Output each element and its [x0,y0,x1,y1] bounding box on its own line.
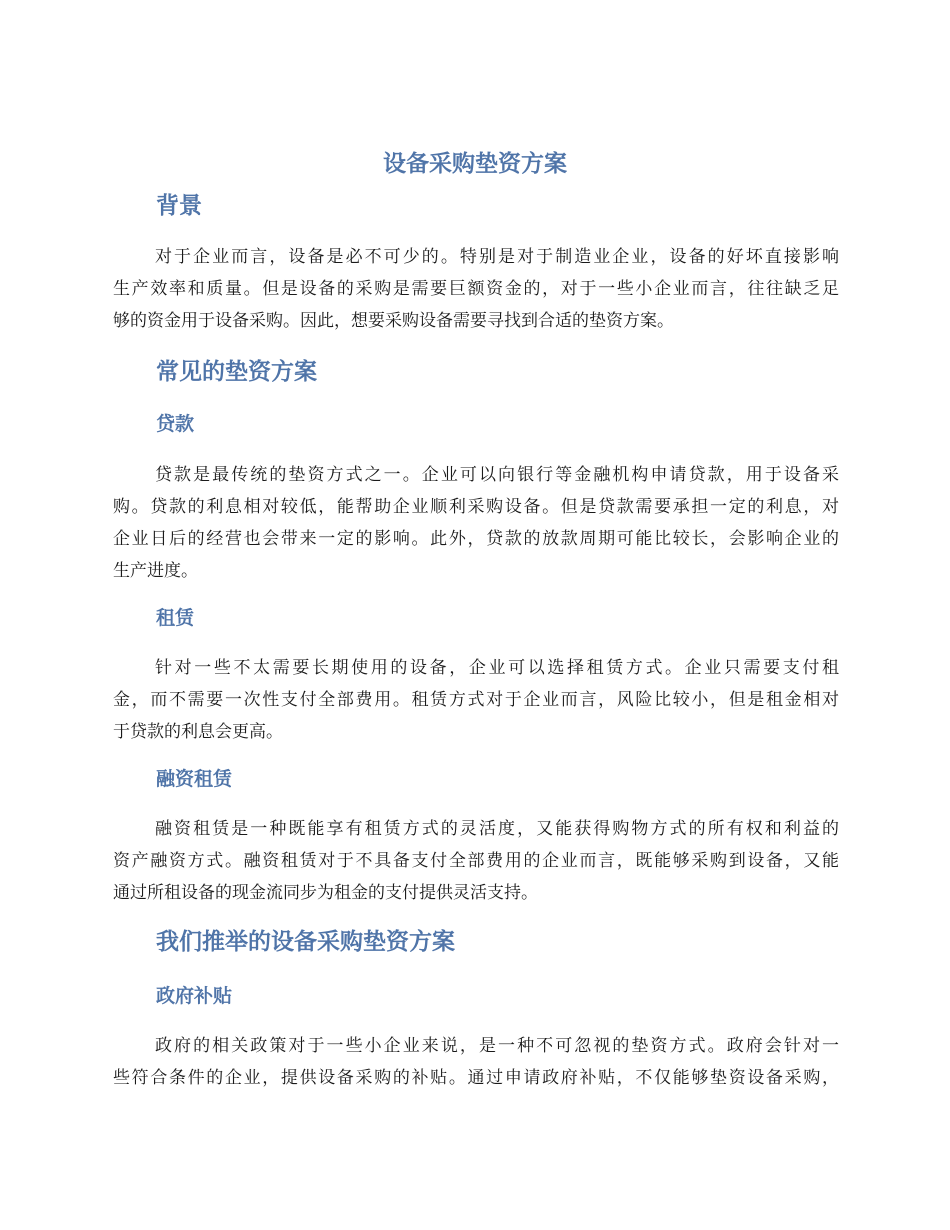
paragraph-line: 政府的相关政策对于一些小企业来说，是一种不可忽视的垫资方式。政府会针对一 [155,1036,839,1056]
paragraph-loan [113,459,839,587]
paragraph-line: 融资租赁是一种既能享有租赁方式的灵活度，又能获得购物方式的所有权和利益的 [155,819,839,839]
paragraph-lease [113,652,839,748]
heading-common-schemes: 常见的垫资方案 [156,359,317,385]
paragraph-line: 够的资金用于设备采购。因此，想要采购设备需要寻找到合适的垫资方案。 [113,311,674,331]
heading-recommended-schemes: 我们推举的设备采购垫资方案 [156,929,455,955]
paragraph-line: 通过所租设备的现金流同步为租金的支付提供灵活支持。 [113,883,538,903]
paragraph-line: 资产融资方式。融资租赁对于不具备支付全部费用的企业而言，既能够采购到设备，又能 [113,851,839,871]
paragraph-government-subsidy [113,1030,839,1094]
paragraph-finance-lease [113,813,839,909]
paragraph-line: 生产进度。 [113,561,198,581]
paragraph-line: 对于企业而言，设备是必不可少的。特别是对于制造业企业，设备的好坏直接影响 [155,247,839,267]
document-title: 设备采购垫资方案 [383,151,567,177]
paragraph-line: 金，而不需要一次性支付全部费用。租赁方式对于企业而言，风险比较小，但是租金相对 [113,690,839,710]
heading-finance-lease: 融资租赁 [156,768,233,790]
paragraph-background [113,241,839,337]
heading-government-subsidy: 政府补贴 [156,985,233,1007]
paragraph-line: 些符合条件的企业，提供设备采购的补贴。通过申请政府补贴，不仅能够垫资设备采购， [113,1068,839,1088]
heading-background: 背景 [156,193,202,219]
heading-lease: 租赁 [156,607,195,629]
paragraph-line: 针对一些不太需要长期使用的设备，企业可以选择租赁方式。企业只需要支付租 [155,658,839,678]
paragraph-line: 购。贷款的利息相对较低，能帮助企业顺利采购设备。但是贷款需要承担一定的利息，对 [113,497,839,517]
paragraph-line: 于贷款的利息会更高。 [113,722,283,742]
paragraph-line: 企业日后的经营也会带来一定的影响。此外，贷款的放款周期可能比较长，会影响企业的 [113,529,839,549]
heading-loan: 贷款 [156,413,195,435]
paragraph-line: 生产效率和质量。但是设备的采购是需要巨额资金的，对于一些小企业而言，往往缺乏足 [113,279,839,299]
paragraph-line: 贷款是最传统的垫资方式之一。企业可以向银行等金融机构申请贷款，用于设备采 [155,465,839,485]
